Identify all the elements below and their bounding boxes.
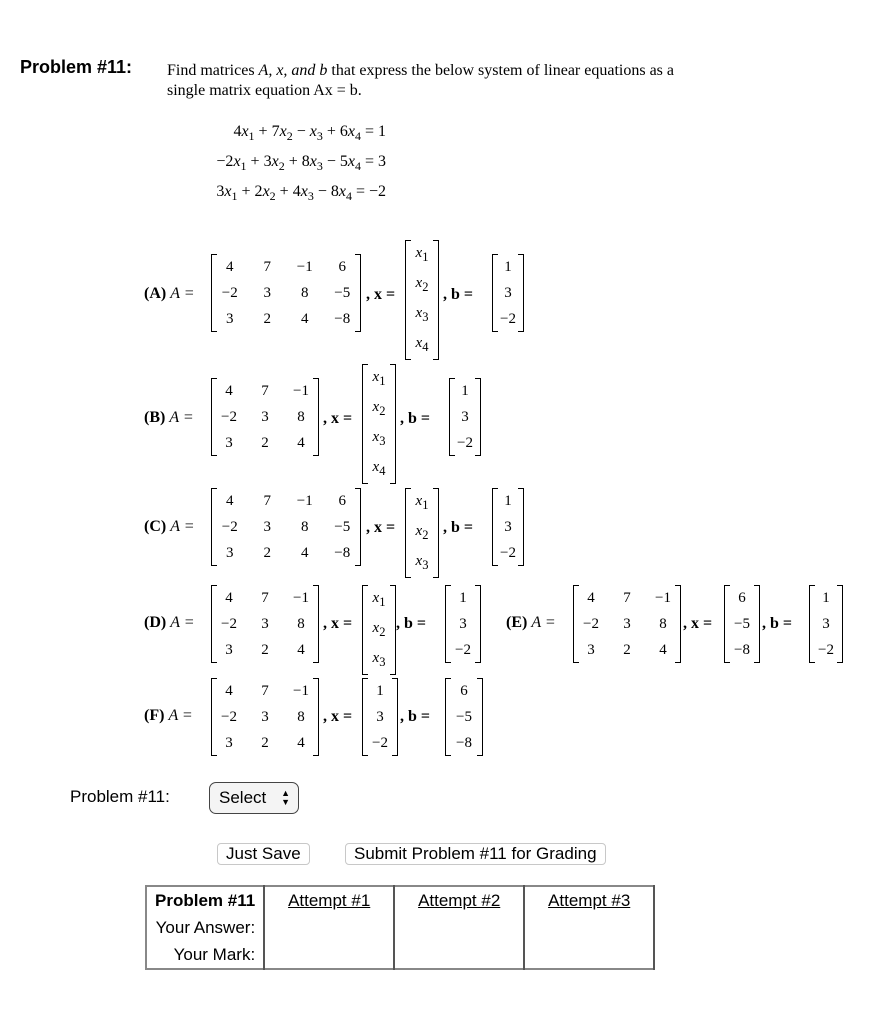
option-f-vector-x	[362, 678, 398, 756]
matrix-entry: −2	[221, 409, 237, 425]
matrix-entry: 8	[301, 285, 309, 301]
matrix-entry: 8	[297, 409, 305, 425]
matrix-entry: 2	[261, 735, 269, 751]
option-e-x-label: , x =	[683, 615, 713, 632]
matrix-entry: 2	[261, 642, 269, 658]
option-e-matrix-A	[573, 585, 681, 663]
matrix-entry: 7	[261, 383, 269, 399]
matrix-entry: 8	[297, 616, 305, 632]
matrix-entry: $x_4$	[415, 335, 429, 354]
matrix-entry: −8	[734, 642, 750, 658]
matrix-entry: 3	[461, 409, 469, 425]
option-a-vector-b	[492, 254, 524, 332]
matrix-entry: 2	[263, 311, 271, 327]
matrix-entry: 3	[226, 545, 234, 561]
equation-1: $4x_1 + 7x_2 - x_3 + 6x_4 = 1$	[233, 123, 386, 143]
matrix-entry: $x_1$	[372, 590, 386, 609]
matrix-entry: −2	[221, 285, 238, 301]
matrix-entry: 1	[461, 383, 469, 399]
matrix-entry: 3	[261, 409, 269, 425]
matrix-entry: 4	[659, 642, 667, 658]
matrix-entry: 3	[225, 642, 233, 658]
matrix-entry: 7	[261, 590, 269, 606]
matrix-entry: 1	[459, 590, 467, 606]
matrix-entry: 3	[263, 285, 271, 301]
matrix-entry: 1	[504, 259, 512, 275]
option-f-vector-b	[445, 678, 483, 756]
option-a-x-label: , x =	[366, 286, 396, 303]
matrix-entry: 6	[738, 590, 746, 606]
matrix-entry: −5	[334, 519, 351, 535]
attempts-table-header: Problem #11	[146, 886, 264, 914]
option-d-b-label: , b =	[396, 615, 427, 632]
matrix-entry: 4	[587, 590, 595, 606]
matrix-entry: 3	[376, 709, 384, 725]
option-c-vector-b	[492, 488, 524, 566]
your-answer-label: Your Answer:	[146, 914, 264, 941]
matrix-entry: $x_3$	[415, 553, 429, 572]
option-f-x-label: , x =	[323, 708, 353, 725]
matrix-entry: −2	[221, 519, 238, 535]
matrix-entry: 4	[301, 311, 309, 327]
matrix-entry: $x_2$	[415, 275, 429, 294]
matrix-entry: −1	[293, 383, 309, 399]
attempt-3-link[interactable]: Attempt #3	[524, 886, 654, 914]
matrix-entry: −1	[293, 683, 309, 699]
option-a-b-label: , b =	[443, 286, 474, 303]
matrix-entry: $x_1$	[415, 493, 429, 512]
matrix-entry: 6	[338, 493, 346, 509]
matrix-entry: 3	[504, 519, 512, 535]
question-line2: single matrix equation Ax = b.	[167, 82, 362, 99]
matrix-entry: $x_3$	[372, 650, 386, 669]
option-d-label: (D) A =	[144, 614, 195, 631]
matrix-entry: −1	[296, 259, 313, 275]
option-d-vector-x	[362, 585, 396, 675]
matrix-entry: 3	[459, 616, 467, 632]
matrix-entry: 3	[261, 709, 269, 725]
matrix-entry: −2	[500, 311, 516, 327]
option-a-label: (A) A =	[144, 285, 195, 302]
matrix-entry: 7	[263, 493, 271, 509]
matrix-entry: 2	[261, 435, 269, 451]
option-c-matrix-A	[211, 488, 361, 566]
matrix-entry: $x_2$	[372, 399, 386, 418]
matrix-entry: 4	[225, 590, 233, 606]
matrix-entry: 3	[623, 616, 631, 632]
matrix-entry: 3	[822, 616, 830, 632]
question-text	[167, 61, 674, 101]
matrix-entry: 7	[263, 259, 271, 275]
matrix-entry: 3	[587, 642, 595, 658]
matrix-entry: 4	[226, 259, 234, 275]
option-f-b-label: , b =	[400, 708, 431, 725]
option-e-b-label: , b =	[762, 615, 793, 632]
matrix-entry: 3	[226, 311, 234, 327]
matrix-entry: 6	[338, 259, 346, 275]
option-d-x-label: , x =	[323, 615, 353, 632]
matrix-entry: 1	[822, 590, 830, 606]
answer-select-value: Select	[219, 788, 267, 807]
attempts-table	[145, 885, 655, 970]
matrix-entry: −2	[583, 616, 599, 632]
option-a-matrix-A	[211, 254, 361, 332]
matrix-entry: −2	[221, 709, 237, 725]
matrix-entry: −5	[334, 285, 351, 301]
question-line1-prefix: Find matrices	[167, 62, 259, 79]
answer-cell-3	[524, 914, 654, 941]
answer-cell-2	[394, 914, 524, 941]
matrix-entry: 3	[263, 519, 271, 535]
matrix-entry: 7	[623, 590, 631, 606]
answer-label: Problem #11:	[70, 787, 170, 806]
problem-heading: Problem #11:	[20, 57, 133, 77]
option-c-x-label: , x =	[366, 519, 396, 536]
mark-cell-3	[524, 941, 654, 969]
matrix-entry: 6	[460, 683, 468, 699]
matrix-entry: 3	[504, 285, 512, 301]
option-b-vector-x	[362, 364, 396, 484]
option-b-b-label: , b =	[400, 410, 431, 427]
matrix-entry: −2	[457, 435, 473, 451]
matrix-entry: −1	[293, 590, 309, 606]
matrix-entry: 2	[623, 642, 631, 658]
option-e-label: (E) A =	[506, 614, 556, 631]
matrix-entry: −2	[372, 735, 388, 751]
mark-cell-1	[264, 941, 394, 969]
matrix-entry: 1	[376, 683, 384, 699]
matrix-entry: 4	[225, 383, 233, 399]
matrix-entry: 3	[261, 616, 269, 632]
matrix-entry: −2	[221, 616, 237, 632]
matrix-entry: 4	[225, 683, 233, 699]
select-arrows-icon: ▲ ▼	[281, 788, 290, 807]
equation-2: $-2x_1 + 3x_2 + 8x_3 - 5x_4 = 3$	[216, 153, 386, 173]
option-f-matrix-A	[211, 678, 319, 756]
option-b-x-label: , x =	[323, 410, 353, 427]
matrix-entry: $x_3$	[415, 305, 429, 324]
matrix-entry: $x_3$	[372, 429, 386, 448]
question-line1-suffix: that express the below system of linear equations as a	[327, 62, 674, 79]
mark-cell-2	[394, 941, 524, 969]
matrix-entry: 4	[301, 545, 309, 561]
matrix-entry: $x_1$	[372, 369, 386, 388]
matrix-entry: 8	[659, 616, 667, 632]
option-e-vector-b	[809, 585, 843, 663]
matrix-entry: −2	[455, 642, 471, 658]
matrix-entry: −8	[334, 545, 351, 561]
option-d-matrix-A	[211, 585, 319, 663]
option-d-vector-b	[445, 585, 481, 663]
option-a-vector-x	[405, 240, 439, 360]
attempt-2-link[interactable]: Attempt #2	[394, 886, 524, 914]
matrix-entry: 3	[225, 735, 233, 751]
matrix-entry: −8	[456, 735, 472, 751]
option-c-vector-x	[405, 488, 439, 578]
answer-cell-1	[264, 914, 394, 941]
matrix-entry: 3	[225, 435, 233, 451]
matrix-entry: −5	[456, 709, 472, 725]
matrix-entry: 1	[504, 493, 512, 509]
option-b-label: (B) A =	[144, 409, 194, 426]
your-mark-label: Your Mark:	[146, 941, 264, 969]
option-b-vector-b	[449, 378, 481, 456]
matrix-entry: $x_4$	[372, 459, 386, 478]
option-e-vector-x	[724, 585, 760, 663]
matrix-entry: −1	[655, 590, 671, 606]
matrix-entry: 4	[297, 642, 305, 658]
matrix-entry: −1	[296, 493, 313, 509]
matrix-entry: 4	[226, 493, 234, 509]
matrix-entry: $x_2$	[415, 523, 429, 542]
option-c-b-label: , b =	[443, 519, 474, 536]
matrix-entry: −8	[334, 311, 351, 327]
matrix-entry: 7	[261, 683, 269, 699]
matrix-entry: $x_1$	[415, 245, 429, 264]
just-save-button[interactable]: Just Save	[217, 843, 310, 865]
matrix-entry: −2	[818, 642, 834, 658]
matrix-entry: 8	[301, 519, 309, 535]
attempt-1-link[interactable]: Attempt #1	[264, 886, 394, 914]
equation-3: $3x_1 + 2x_2 + 4x_3 - 8x_4 = -2$	[216, 183, 386, 203]
submit-button[interactable]: Submit Problem #11 for Grading	[345, 843, 606, 865]
option-f-label: (F) A =	[144, 707, 193, 724]
option-c-label: (C) A =	[144, 518, 195, 535]
answer-select[interactable]	[209, 782, 299, 814]
matrix-entry: 2	[263, 545, 271, 561]
matrix-entry: $x_2$	[372, 620, 386, 639]
option-b-matrix-A	[211, 378, 319, 456]
matrix-entry: −2	[500, 545, 516, 561]
matrix-entry: 4	[297, 435, 305, 451]
matrix-entry: 4	[297, 735, 305, 751]
matrix-entry: −5	[734, 616, 750, 632]
question-line1-vars: A, x, and b	[258, 62, 328, 79]
matrix-entry: 8	[297, 709, 305, 725]
